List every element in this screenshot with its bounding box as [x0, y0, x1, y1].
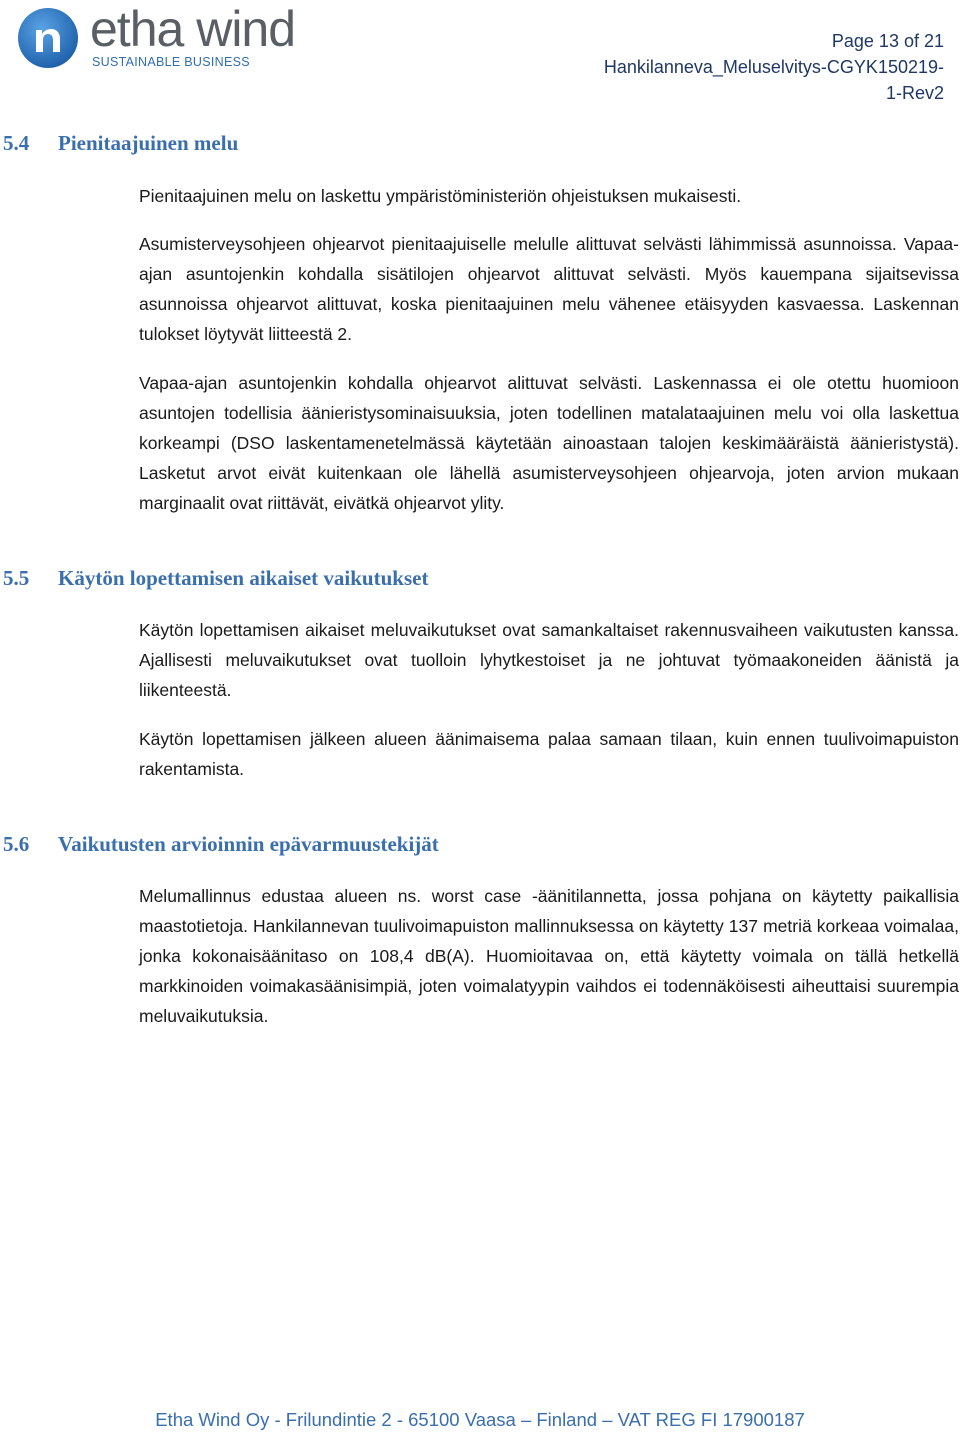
paragraph: Melumallinnus edustaa alueen ns. worst case -äänitilannetta, jossa pohjana on käytetty paikallisia maastotietoja. Hankilannevan tuulivoimapuiston mallinnuksessa on käytetty 137 metriä korkeaa voimalaa, jonka kokonaisäänitaso on 108,4 dB(A). Huomioitavaa on, että käytetty voimala on tällä hetkellä markkinoiden voimakasäänisimpiä, joten voimalatyypin vaihdos ei todennäköisesti aiheuttaisi suurempia meluvaikutuksia. [139, 886, 959, 1026]
paragraph: Käytön lopettamisen aikaiset meluvaikutukset ovat samankaltaiset rakennusvaiheen vaikutusten kanssa. Ajallisesti meluvaikutukset ovat tuolloin lyhytkestoiset ja ne johtuvat työmaakoneiden äänistä ja liikenteestä. [139, 620, 959, 700]
section-title: Käytön lopettamisen aikaiset vaikutukset [58, 566, 429, 590]
document-id-line-2: 1-Rev2 [885, 83, 944, 103]
paragraph: Asumisterveysohjeen ohjearvot pienitaajuiselle melulle alittuvat selvästi lähimmissä asunnoissa. Vapaa-ajan asuntojenkin kohdalla sisätilojen ohjearvot alittuvat selvästi. Myös kauempana sijaitsevissa asunnoissa ohjearvot alittuvat, koska pienitaajuinen melu vähenee etäisyyden kasvaessa. Laskennan tulokset löytyvät liitteestä 2. [139, 234, 959, 344]
company-logo [16, 1, 346, 72]
logo-emblem-icon [16, 6, 80, 70]
section-number: 5.5 [3, 566, 30, 590]
logo-tagline: SUSTAINABLE BUSINESS [92, 55, 250, 69]
section-title: Pienitaajuinen melu [58, 131, 239, 155]
page-number: Page 13 of 21 [831, 31, 944, 51]
section-heading-5-5 [3, 566, 428, 591]
section-number: 5.4 [3, 131, 30, 155]
page-footer: Etha Wind Oy - Frilundintie 2 - 65100 Vaasa – Finland – VAT REG FI 17900187 [155, 1409, 805, 1430]
logo-wordmark: etha wind [90, 1, 296, 57]
section-heading-5-6 [3, 832, 439, 857]
document-id-line-1: Hankilanneva_Meluselvitys-CGYK150219- [603, 57, 944, 77]
paragraph: Pienitaajuinen melu on laskettu ympäristöministeriön ohjeistuksen mukaisesti. [139, 186, 742, 206]
paragraph: Käytön lopettamisen jälkeen alueen äänimaisema palaa samaan tilaan, kuin ennen tuulivoimapuiston rakentamista. [139, 729, 959, 779]
section-heading-5-4 [3, 131, 238, 156]
page-header-info [564, 28, 944, 106]
section-title: Vaikutusten arvioinnin epävarmuustekijät [58, 832, 439, 856]
paragraph: Vapaa-ajan asuntojenkin kohdalla ohjearvot alittuvat selvästi. Laskennassa ei ole otettu huomioon asuntojen todellisia äänieristysominaisuuksia, joten todellinen matalataajuinen melu voi olla laskettua korkeampi (DSO laskentamenetelmässä käytetään ainoastaan talojen keskimääräistä äänieristystä). Lasketut arvot eivät kuitenkaan ole lähellä asumisterveysohjeen ohjearvoja, joten arvion mukaan marginaalit ovat riittävät, eivätkä ohjearvot ylity. [139, 373, 959, 513]
section-number: 5.6 [3, 832, 30, 856]
